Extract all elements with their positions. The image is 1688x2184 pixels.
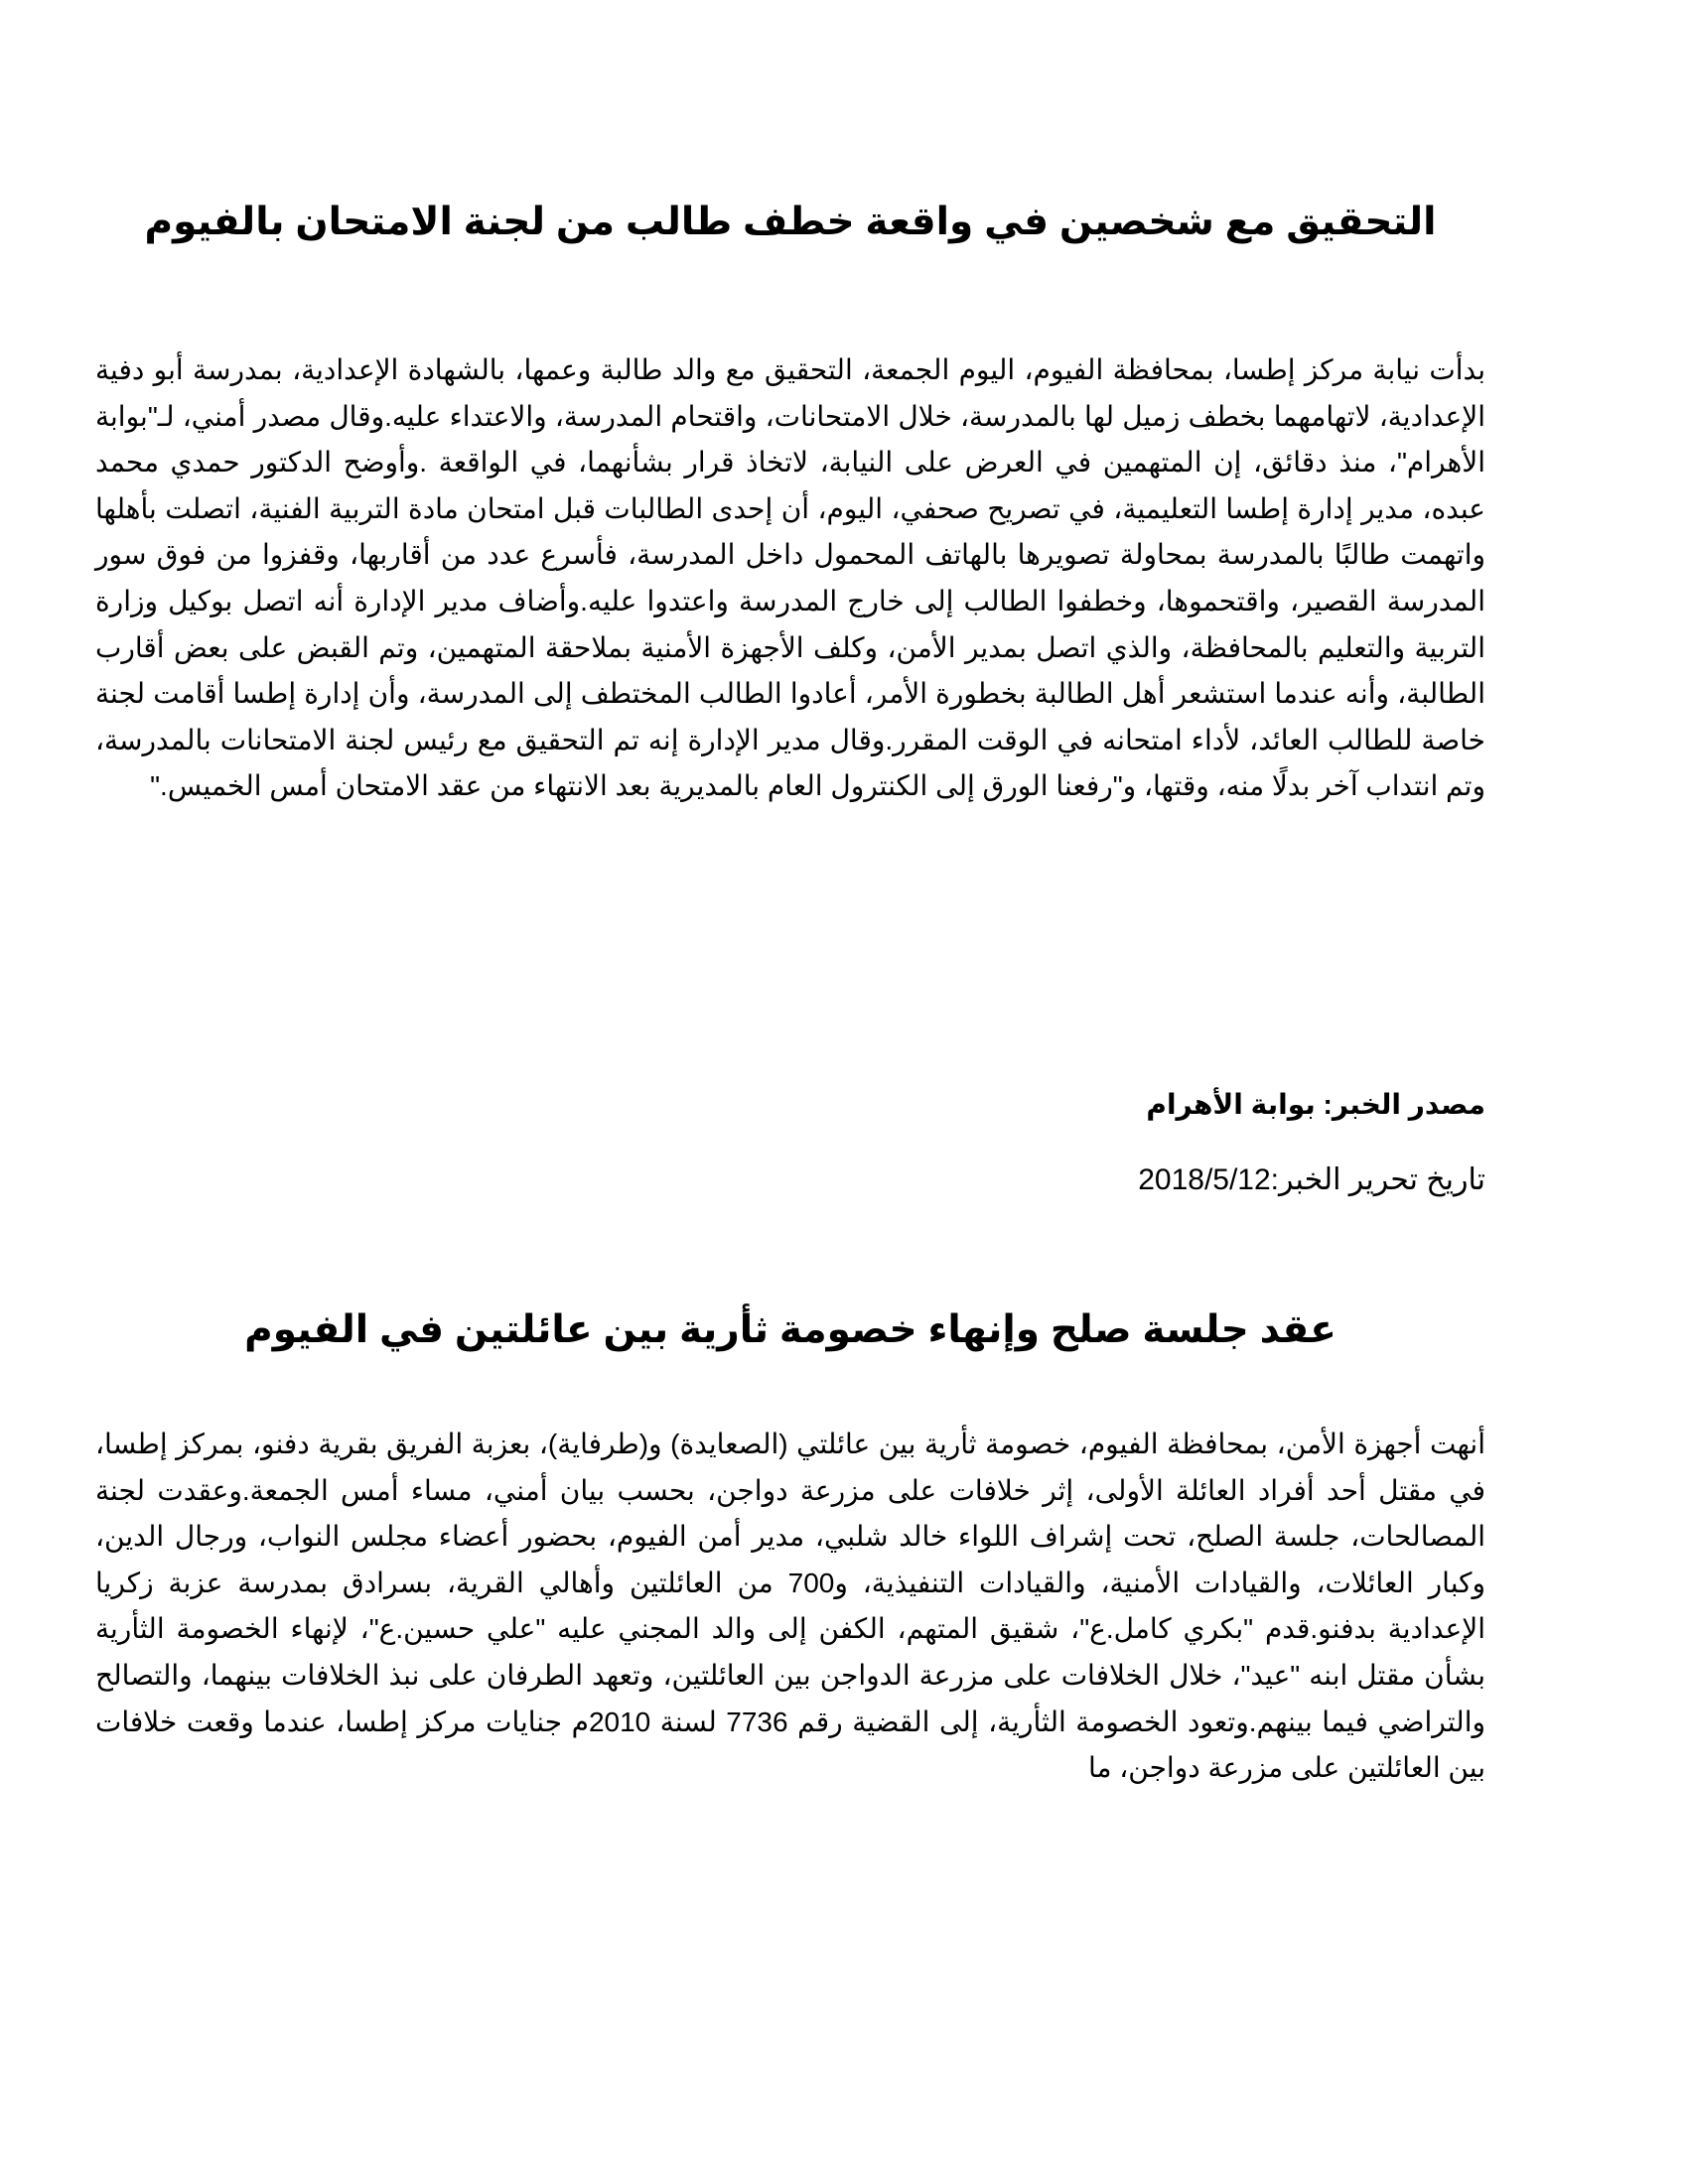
article-1-date: تاريخ تحرير الخبر:2018/5/12	[1138, 1163, 1485, 1196]
article-1-title: التحقيق مع شخصين في واقعة خطف طالب من لجنة الامتحان بالفيوم	[144, 201, 1437, 243]
article-1-body: بدأت نيابة مركز إطسا، بمحافظة الفيوم، اليوم الجمعة، التحقيق مع والد طالبة وعمها، بالشهادة الإعدادية، بمدرسة أبو دفية الإعدادية، لاتهامهما بخطف زميل لها بالمدرسة، خلال الامتحانات، واقتحام المدرسة، والاعتداء عليه.وقال مصدر أمني، لـ"بوابة الأهرام"، منذ دقائق، إن المتهمين في العرض على النيابة، لاتخاذ قرار بشأنهما، في الواقعة .وأوضح الدكتور حمدي محمد عبده، مدير إدارة إطسا التعليمية، في تصريح صحفي، اليوم، أن إحدى الطالبات قبل امتحان مادة التربية الفنية، اتصلت بأهلها واتهمت طالبًا بالمدرسة بمحاولة تصويرها بالهاتف المحمول داخل المدرسة، فأسرع عدد من أقاربها، وقفزوا من فوق سور المدرسة القصير، واقتحموها، وخطفوا الطالب إلى خارج المدرسة واعتدوا عليه.وأضاف مدير الإدارة أنه اتصل بوكيل وزارة التربية والتعليم بالمحافظة، والذي اتصل بمدير الأمن، وكلف الأجهزة الأمنية بملاحقة المتهمين، وتم القبض على بعض أقارب الطالبة، وأنه عندما استشعر أهل الطالبة بخطورة الأمر، أعادوا الطالب المختطف إلى المدرسة، وأن إدارة إطسا أقامت لجنة خاصة للطالب العائد، لأداء امتحانه في الوقت المقرر.وقال مدير الإدارة إنه تم التحقيق مع رئيس لجنة الامتحانات بالمدرسة، وتم انتداب آخر بدلًا منه، وقتها، و"رفعنا الورق إلى الكنترول العام بالمديرية بعد الانتهاء من عقد الامتحان أمس الخميس."	[95, 354, 1485, 802]
article-1-source: مصدر الخبر: بوابة الأهرام	[1146, 1089, 1485, 1120]
article-2-title: عقد جلسة صلح وإنهاء خصومة ثأرية بين عائلتين في الفيوم	[244, 1308, 1336, 1351]
document-page	[95, 0, 1485, 2184]
article-2-body: أنهت أجهزة الأمن، بمحافظة الفيوم، خصومة ثأرية بين عائلتي (الصعايدة) و(طرفاية)، بعزبة الفريق بقرية دفنو، بمركز إطسا، في مقتل أحد أفراد العائلة الأولى، إثر خلافات على مزرعة دواجن، بحسب بيان أمني، مساء أمس الجمعة.وعقدت لجنة المصالحات، جلسة الصلح، تحت إشراف اللواء خالد شلبي، مدير أمن الفيوم، بحضور أعضاء مجلس النواب، ورجال الدين، وكبار العائلات، والقيادات الأمنية، والقيادات التنفيذية، و700 من العائلتين وأهالي القرية، بسرادق بمدرسة عزبة زكريا الإعدادية بدفنو.قدم "بكري كامل.ع"، شقيق المتهم، الكفن إلى والد المجني عليه "علي حسين.ع"، لإنهاء الخصومة الثأرية بشأن مقتل ابنه "عيد"، خلال الخلافات على مزرعة الدواجن بين العائلتين، وتعهد الطرفان على نبذ الخلافات بينهما، والتصالح والتراضي فيما بينهم.وتعود الخصومة الثأرية، إلى القضية رقم 7736 لسنة 2010م جنايات مركز إطسا، عندما وقعت خلافات بين العائلتين على مزرعة دواجن، ما	[95, 1429, 1485, 1784]
